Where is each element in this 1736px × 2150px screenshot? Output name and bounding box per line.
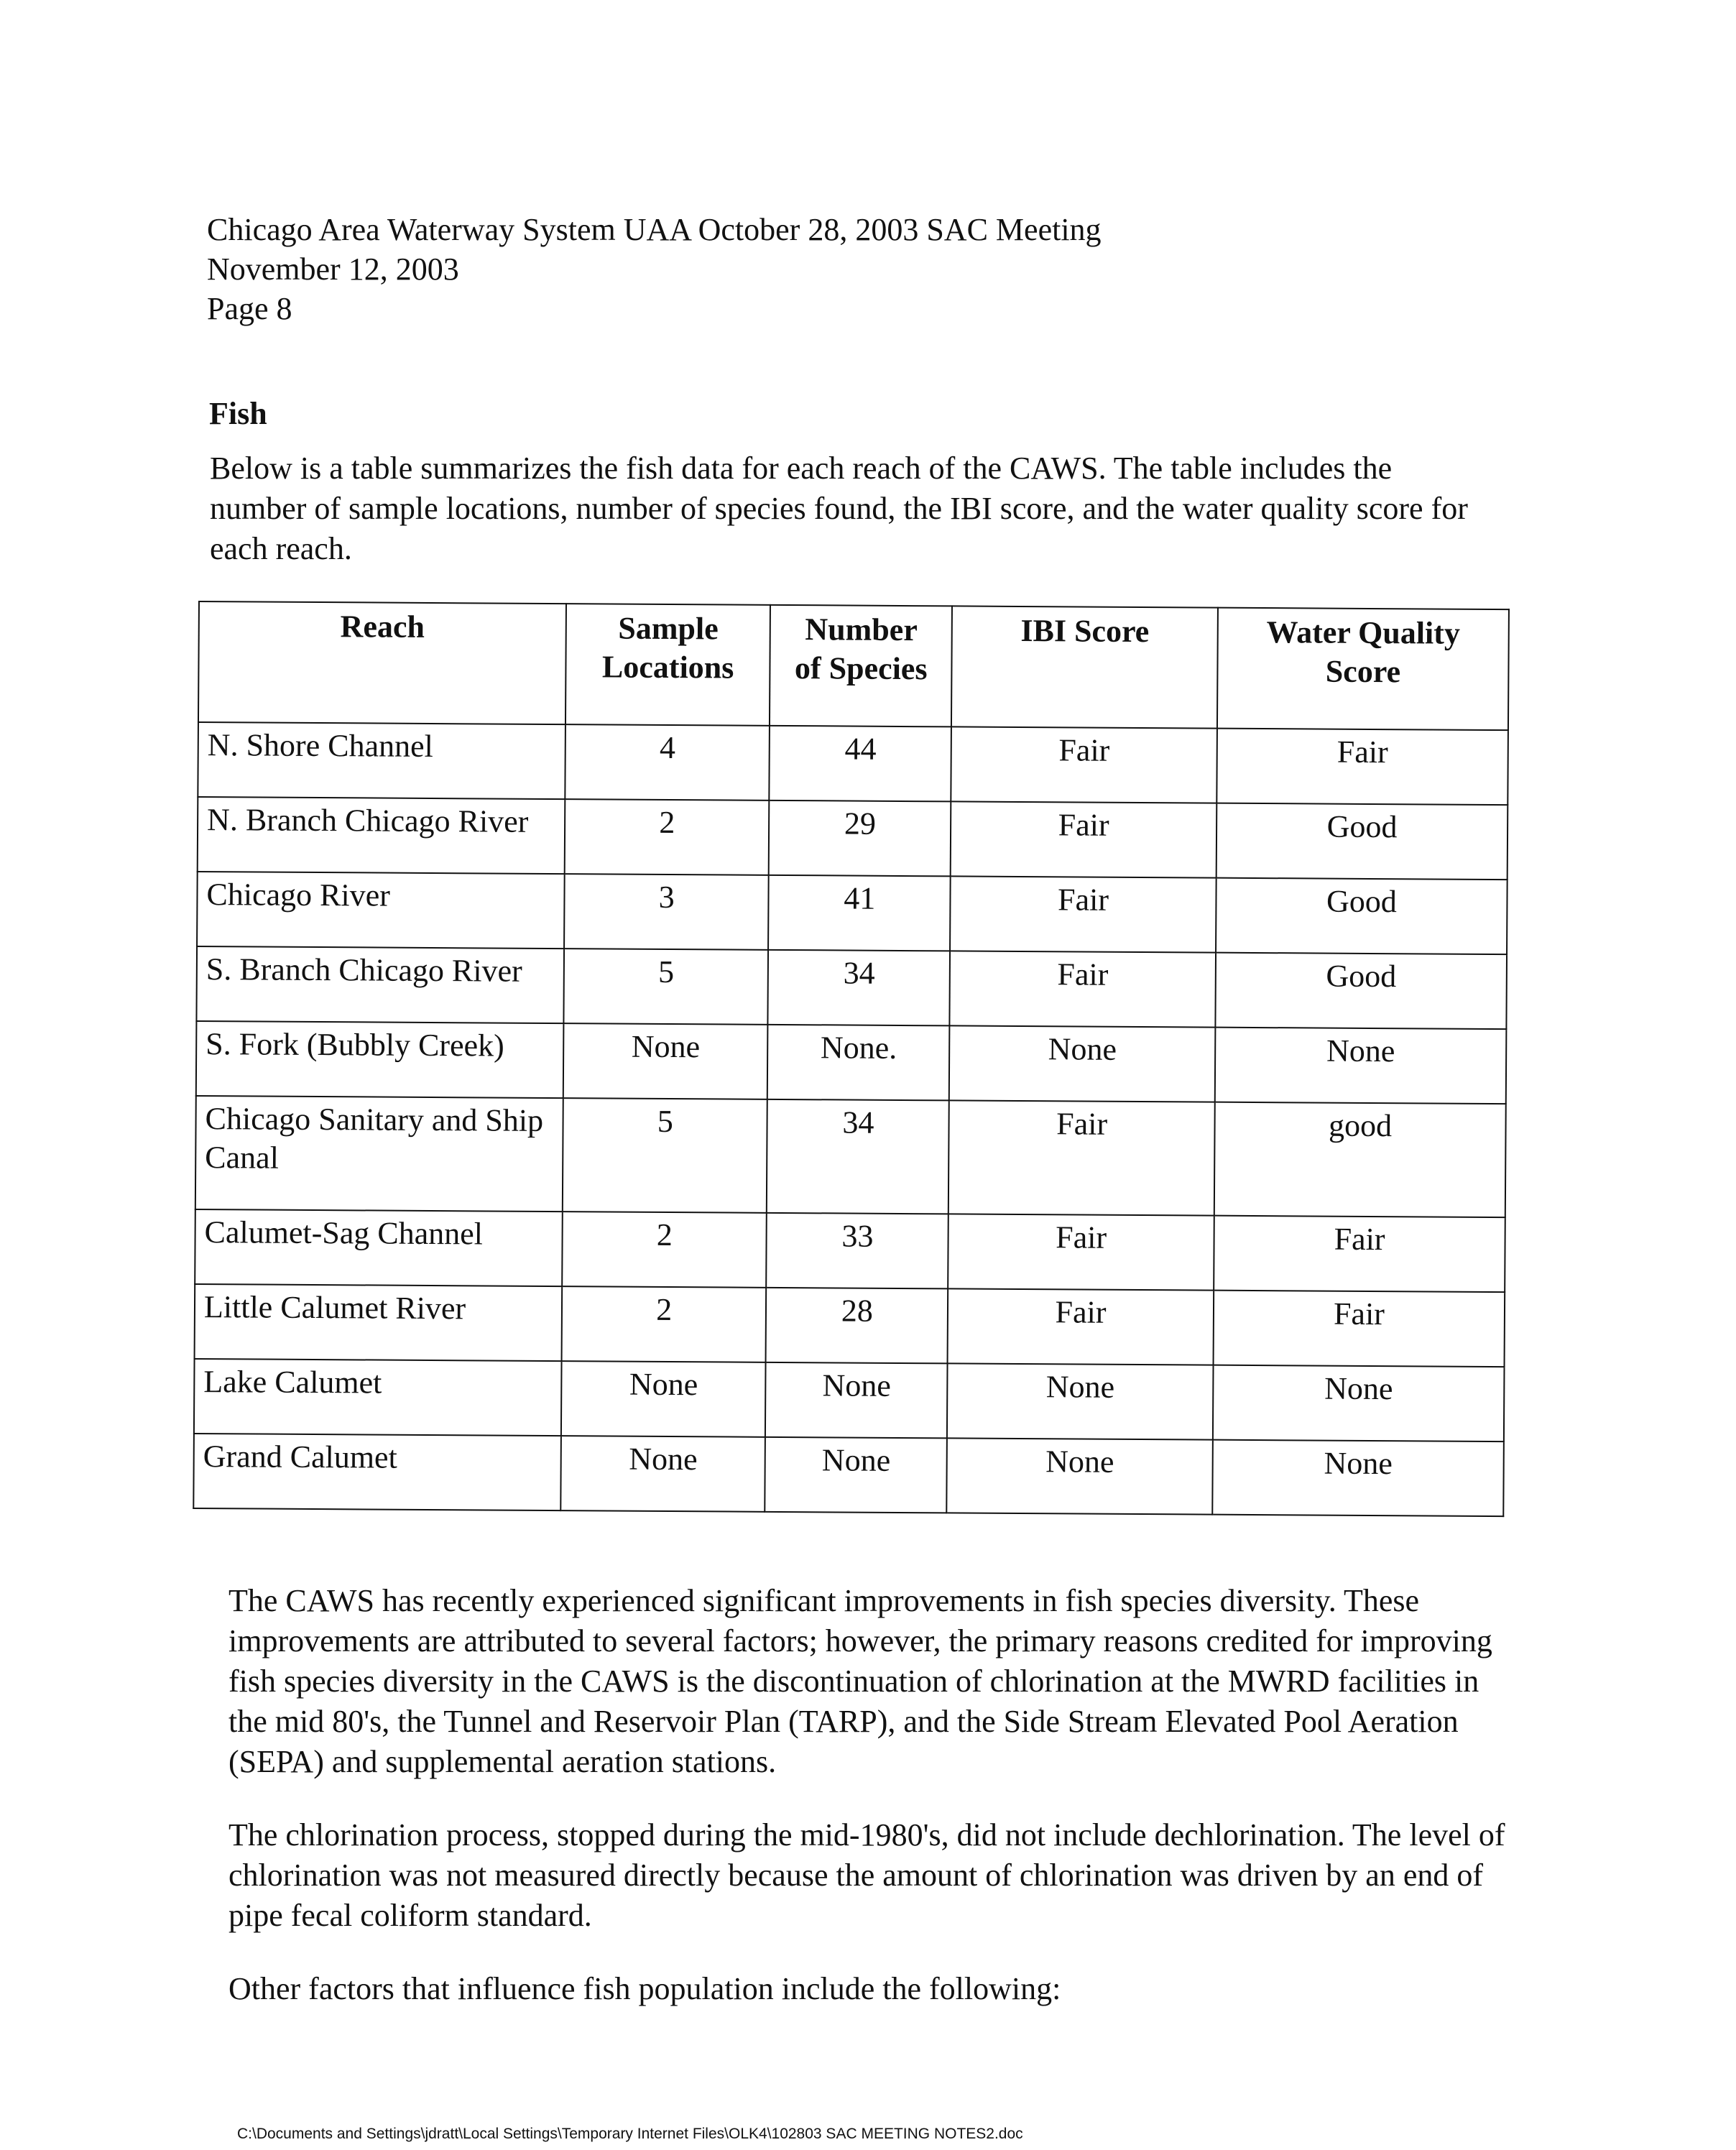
cell-number-of-species: None [765, 1362, 947, 1439]
cell-sample-locations: 2 [562, 1286, 767, 1362]
cell-ibi-score: None [946, 1438, 1212, 1514]
cell-number-of-species: None [765, 1437, 947, 1513]
cell-water-quality-score: Good [1215, 953, 1507, 1029]
cell-number-of-species: 34 [767, 1099, 949, 1214]
header-number-of-species [770, 605, 952, 727]
table-row [193, 1434, 1504, 1516]
cell-water-quality-score: None [1213, 1365, 1505, 1441]
cell-sample-locations: 2 [562, 1212, 767, 1288]
header-date: November 12, 2003 [207, 252, 459, 287]
cell-sample-locations: 3 [564, 874, 769, 950]
cell-sample-locations: 5 [563, 949, 768, 1025]
cell-sample-locations: None [563, 1023, 768, 1099]
header-wq-line2: Score [1325, 653, 1401, 690]
cell-ibi-score: Fair [950, 876, 1216, 952]
body-paragraph-improvements: The CAWS has recently experienced significant improvements in fish species diversity. These improvements are attributed to several factors; however, the primary reasons credited for improving fish species diversity in the CAWS is the discontinuation of chlorination at the MWRD facilities in the mid 80's, the Tunnel and Reservoir Plan (TARP), and the Side Stream Elevated Pool Aeration (SEPA) and supplemental aeration stations. [228, 1583, 1492, 1779]
cell-water-quality-score: Good [1216, 878, 1508, 954]
cell-sample-locations: 4 [565, 724, 770, 801]
header-number-line1: Number [805, 612, 918, 648]
cell-water-quality-score: Fair [1214, 1291, 1505, 1367]
cell-number-of-species: 41 [769, 875, 951, 951]
cell-ibi-score: Fair [948, 1214, 1214, 1290]
cell-reach: N. Shore Channel [198, 722, 565, 799]
section-title: Fish [209, 396, 267, 431]
header-wq-line1: Water Quality [1266, 614, 1461, 651]
cell-water-quality-score: good [1214, 1102, 1506, 1217]
table-row [195, 1284, 1505, 1367]
header-water-quality-score [1217, 608, 1509, 730]
cell-sample-locations: None [560, 1436, 765, 1512]
header-number-line2: of Species [794, 650, 928, 687]
cell-reach: N. Branch Chicago River [198, 797, 565, 874]
cell-ibi-score: Fair [951, 726, 1217, 803]
header-ibi-label: IBI Score [1020, 612, 1150, 650]
cell-ibi-score: Fair [948, 1100, 1215, 1215]
cell-reach: Calumet-Sag Channel [195, 1209, 563, 1286]
cell-sample-locations: None [561, 1361, 766, 1437]
cell-number-of-species: 28 [766, 1288, 948, 1364]
table-row [197, 872, 1508, 954]
cell-sample-locations: 5 [563, 1098, 767, 1213]
cell-sample-locations: 2 [565, 799, 770, 875]
header-title: Chicago Area Waterway System UAA October 28, 2003 SAC Meeting [207, 212, 1102, 247]
header-page-number: Page 8 [207, 291, 292, 326]
body-paragraph-chlorination: The chlorination process, stopped during the mid-1980's, did not include dechlorination. The level of chlorination was not measured directly because the amount of chlorination was driven by an end of pipe fecal coliform standard. [228, 1817, 1505, 1933]
cell-water-quality-score: None [1212, 1440, 1504, 1516]
cell-water-quality-score: Good [1216, 803, 1508, 880]
header-reach [198, 601, 566, 724]
body-paragraph-other-factors: Other factors that influence fish population include the following: [228, 1971, 1061, 2006]
cell-ibi-score: Fair [950, 951, 1216, 1027]
cell-reach: S. Branch Chicago River [196, 946, 564, 1023]
cell-water-quality-score: None [1215, 1028, 1507, 1104]
cell-water-quality-score: Fair [1216, 729, 1508, 805]
cell-reach: S. Fork (Bubbly Creek) [196, 1021, 564, 1098]
table-row [195, 1096, 1506, 1217]
cell-reach: Grand Calumet [193, 1434, 561, 1510]
table-row [198, 722, 1508, 805]
cell-reach: Chicago Sanitary and Ship Canal [195, 1096, 563, 1212]
table-row [196, 946, 1507, 1029]
cell-reach: Lake Calumet [194, 1359, 562, 1436]
header-reach-label: Reach [340, 609, 425, 645]
cell-number-of-species: 44 [770, 726, 951, 802]
table-header-row [198, 601, 1509, 730]
cell-number-of-species: None. [767, 1025, 949, 1101]
cell-ibi-score: Fair [951, 801, 1216, 877]
cell-reach: Little Calumet River [195, 1284, 563, 1361]
header-sample-line2: Locations [601, 649, 734, 686]
table-row [196, 1021, 1507, 1104]
header-sample-line1: Sample [618, 610, 719, 647]
cell-reach: Chicago River [197, 872, 565, 949]
document-header [207, 210, 1102, 328]
table-row [194, 1359, 1505, 1441]
cell-ibi-score: None [949, 1025, 1215, 1102]
cell-water-quality-score: Fair [1214, 1216, 1505, 1292]
fish-data-table [193, 601, 1510, 1517]
intro-paragraph: Below is a table summarizes the fish data for each reach of the CAWS. The table includes the number of sample locations, number of species found, the IBI score, and the water quality score for each reach. [210, 451, 1468, 566]
cell-number-of-species: 29 [769, 801, 951, 877]
table-row [195, 1209, 1505, 1292]
header-ibi-score [951, 606, 1218, 728]
table-row [198, 797, 1508, 880]
footer-file-path: C:\Documents and Settings\jdratt\Local Settings\Temporary Internet Files\OLK4\102803 SAC MEETING NOTES2.doc [237, 2126, 1023, 2142]
cell-ibi-score: None [947, 1363, 1213, 1439]
cell-number-of-species: 34 [768, 950, 950, 1026]
cell-ibi-score: Fair [948, 1288, 1214, 1365]
header-sample-locations [565, 604, 771, 726]
cell-number-of-species: 33 [767, 1213, 948, 1289]
